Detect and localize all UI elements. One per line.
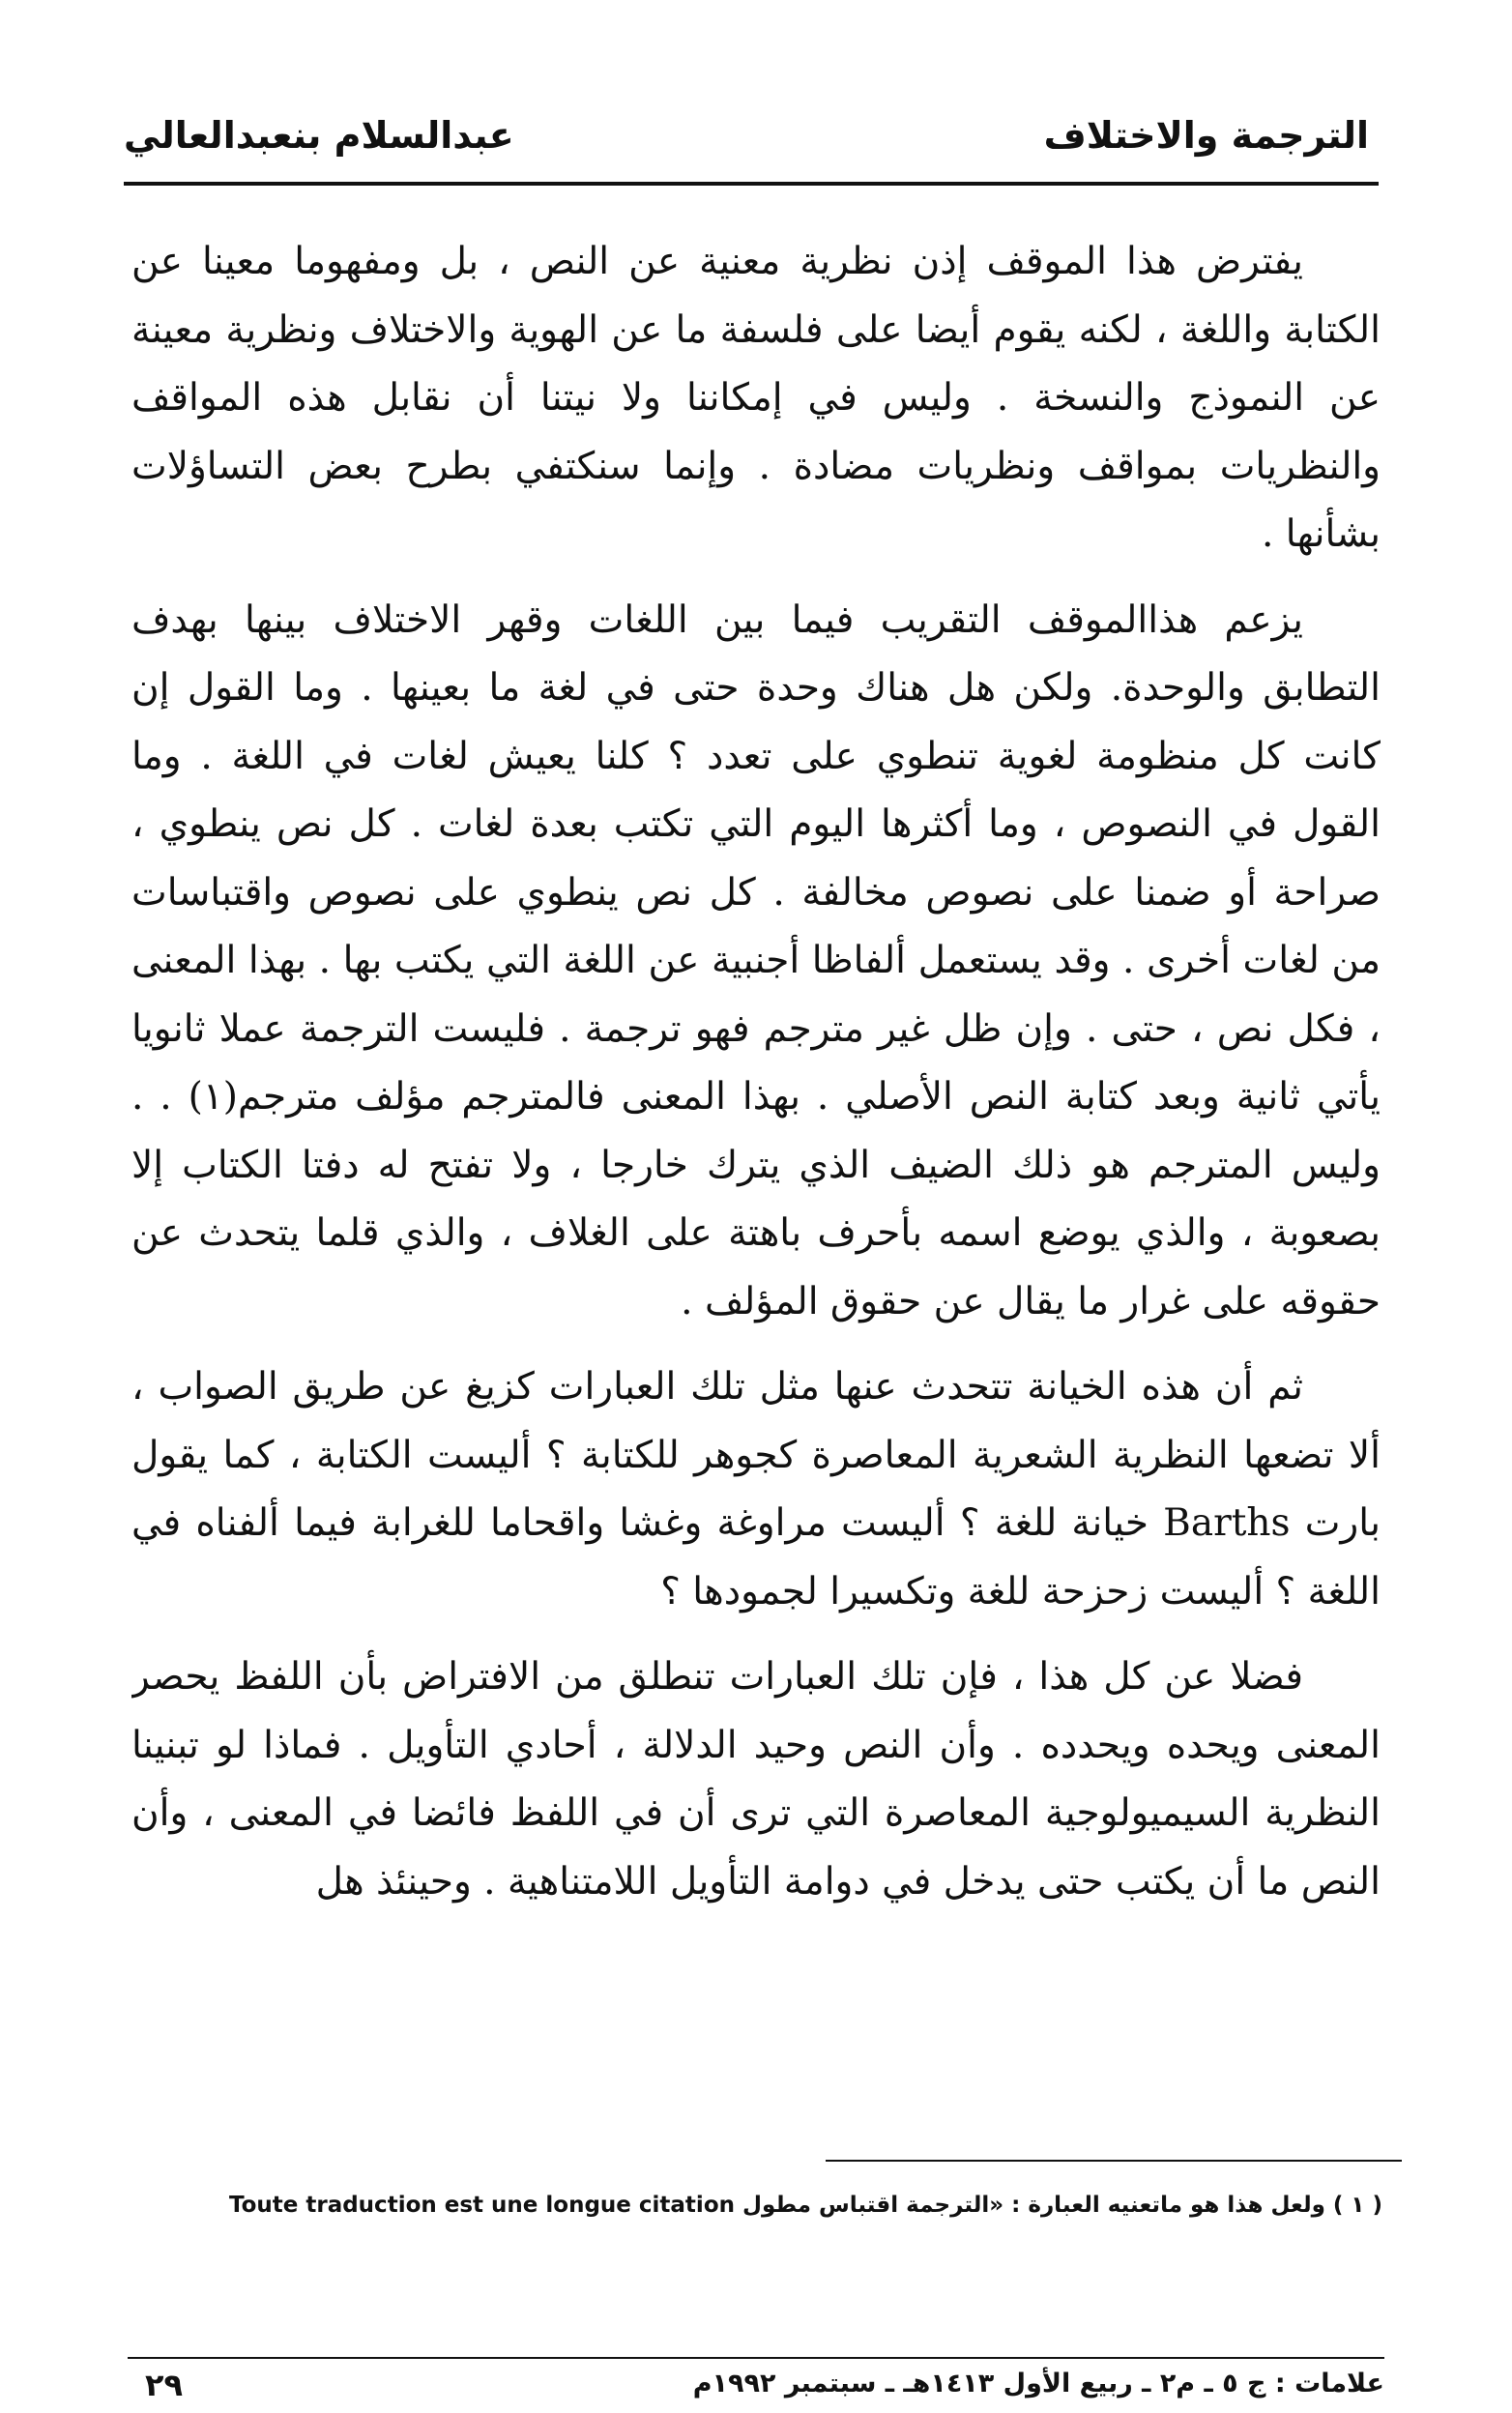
- page-number: ٢٩: [145, 2367, 184, 2403]
- footer-issue-info: علامات : ج ٥ ـ م٢ ـ ربيع الأول ١٤١٣هـ ـ سبتمبر ١٩٩٢م: [692, 2369, 1384, 2398]
- paragraph-1: يفترض هذا الموقف إذن نظرية معنية عن النص ، بل ومفهوما معينا عن الكتابة واللغة ، لكنه يقوم أيضا على فلسفة ما عن الهوية والاختلاف ونظرية معينة عن النموذج والنسخة . وليس في إمكاننا ولا نيتنا أن نقابل هذه المواقف والنظريات بمواقف ونظريات مضادة . وإنما سنكتفي بطرح بعض التساؤلات بشأنها .: [131, 240, 1381, 556]
- body-text: [131, 228, 1381, 2046]
- paragraph-2: يزعم هذاالموقف التقريب فيما بين اللغات وقهر الاختلاف بينها بهدف التطابق والوحدة. ولكن هل هناك وحدة حتى في لغة ما بعينها . وما القول إن كانت كل منظومة لغوية تنطوي على تعدد ؟ كلنا يعيش لغات في اللغة . وما القول في النصوص ، وما أكثرها اليوم التي تكتب بعدة لغات . كل نص ينطوي ، صراحة أو ضمنا على نصوص مخالفة . كل نص ينطوي على نصوص واقتباسات من لغات أخرى . وقد يستعمل ألفاظا أجنبية عن اللغة التي يكتب بها . بهذا المعنى ، فكل نص ، حتى . وإن ظل غير مترجم فهو ترجمة . فليست الترجمة عملا ثانويا يأتي ثانية وبعد كتابة النص الأصلي . بهذا المعنى فالمترجم مؤلف مترجم(١) . . وليس المترجم هو ذلك الضيف الذي يترك خارجا ، ولا تفتح له دفتا الكتاب إلا بصعوبة ، والذي يوضع اسمه بأحرف باهتة على الغلاف ، والذي قلما يتحدث عن حقوقه على غرار ما يقال عن حقوق المؤلف .: [131, 597, 1381, 1323]
- running-title: الترجمة والاختلاف: [1043, 114, 1369, 157]
- header-rule: [124, 182, 1379, 186]
- footer-rule: [128, 2357, 1384, 2359]
- paragraph-4: فضلا عن كل هذا ، فإن تلك العبارات تنطلق من الافتراض بأن اللفظ يحصر المعنى ويحده ويحدده . وأن النص وحيد الدلالة ، أحادي التأويل . فماذا لو تبنينا النظرية السيميولوجية المعاصرة التي ترى أن في اللفظ فائضا في المعنى ، وأن النص ما أن يكتب حتى يدخل في دوامة التأويل اللامتناهية . وحينئذ هل: [131, 1655, 1381, 1904]
- footnote: ( ١ ) ولعل هذا هو ماتعنيه العبارة : «الترجمة اقتباس مطول Toute traduction est une longue citation: [228, 2193, 1382, 2218]
- running-author: عبدالسلام بنعبدالعالي: [124, 114, 514, 157]
- paragraph-3: ثم أن هذه الخيانة تتحدث عنها مثل تلك العبارات كزيغ عن طريق الصواب ، ألا تضعها النظرية الشعرية المعاصرة كجوهر للكتابة ؟ أليست الكتابة ، كما يقول بارت Barths خيانة للغة ؟ أليست مراوغة وغشا واقحاما للغرابة فيما ألفناه في اللغة ؟ أليست زحزحة للغة وتكسيرا لجمودها ؟: [131, 1365, 1381, 1614]
- footnote-rule: [826, 2160, 1402, 2162]
